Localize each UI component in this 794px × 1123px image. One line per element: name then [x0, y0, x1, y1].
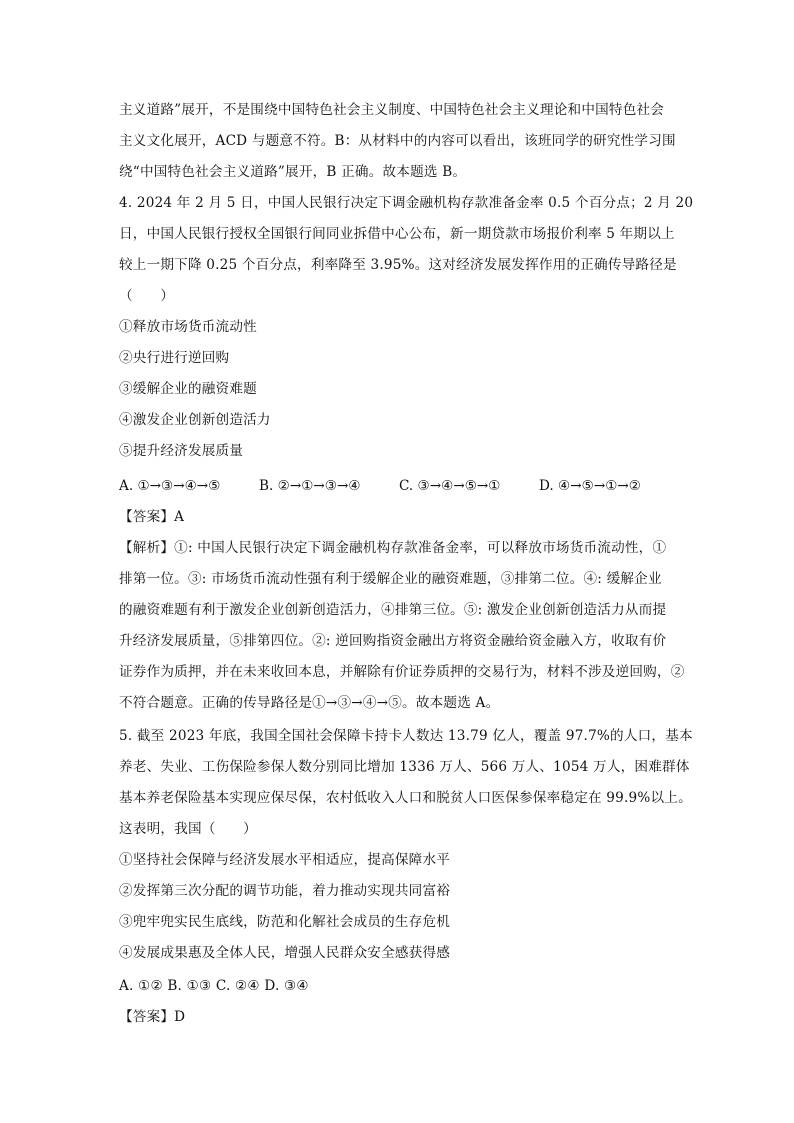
- statement-item: ③缓解企业的融资难题: [119, 381, 257, 397]
- question-5-stem: 5. 截至 2023 年底，我国全国社会保障卡持卡人数达 13.79 亿人，覆盖 97.7%的人口，基本: [119, 728, 693, 744]
- text-line: 绕“中国特色社会主义道路”展开，B 正确。故本题选 B。: [119, 164, 467, 180]
- question-4-stem: 较上一期下降 0.25 个百分点，利率降至 3.95%。这对经济发展发挥作用的正确传导路径是: [119, 257, 677, 273]
- statement-item: ③兜牢兜实民生底线，防范和化解社会成员的生存危机: [119, 914, 451, 930]
- analysis-line: 的融资难题有利于激发企业创新创造活力，④排第三位。⑤: 激发企业创新创造活力从而提: [119, 602, 667, 618]
- statement-item: ①释放市场货币流动性: [119, 319, 257, 335]
- answer-label: 【答案】A: [119, 509, 185, 525]
- statement-item: ②发挥第三次分配的调节功能，着力推动实现共同富裕: [119, 883, 451, 899]
- question-5-stem: 养老、失业、工伤保险参保人数分别同比增加 1336 万人、566 万人、1054 万人，困难群体: [119, 759, 690, 775]
- statement-item: ④发展成果惠及全体人民，增强人民群众安全感获得感: [119, 945, 451, 961]
- analysis-line: 升经济发展质量，⑤排第四位。②: 逆回购指资金融出方将资金融给资金融入方，收取有价: [119, 633, 667, 649]
- question-5-stem: 这表明，我国（ ）: [119, 821, 257, 837]
- text-line: 主义文化展开，ACD 与题意不符。B：从材料中的内容可以看出，该班同学的研究性学习围: [119, 133, 676, 149]
- analysis-line: 排第一位。③: 市场货币流动性强有利于缓解企业的融资难题，③排第二位。④: 缓解企业: [119, 571, 662, 587]
- question-5-options: A. ①② B. ①③ C. ②④ D. ③④: [119, 978, 309, 994]
- option-d: D. ④→⑤→①→②: [539, 478, 641, 494]
- statement-item: ②央行进行逆回购: [119, 350, 230, 366]
- analysis-line: 【解析】①: 中国人民银行决定下调金融机构存款准备金率，可以释放市场货币流动性，①: [119, 540, 667, 556]
- analysis-line: 证券作为质押，并在未来收回本息，并解除有价证券质押的交易行为，材料不涉及逆回购，②: [119, 664, 685, 680]
- question-4-stem: 4. 2024 年 2 月 5 日，中国人民银行决定下调金融机构存款准备金率 0.5 个百分点；2 月 20: [119, 195, 694, 211]
- statement-item: ⑤提升经济发展质量: [119, 443, 244, 459]
- option-c: C. ③→④→⑤→①: [399, 478, 501, 494]
- statement-item: ④激发企业创新创造活力: [119, 412, 271, 428]
- option-b: B. ②→①→③→④: [259, 478, 361, 494]
- analysis-line: 不符合题意。正确的传导路径是①→③→④→⑤。故本题选 A。: [119, 695, 500, 711]
- question-4-options: [119, 476, 641, 496]
- question-4-stem: 日，中国人民银行授权全国银行间同业拆借中心公布，新一期贷款市场报价利率 5 年期以上: [119, 226, 675, 242]
- option-a: A. ①→③→④→⑤: [119, 478, 221, 494]
- answer-label: 【答案】D: [119, 1009, 186, 1025]
- text-line: 主义道路”展开，不是围绕中国特色社会主义制度、中国特色社会主义理论和中国特色社会: [119, 102, 665, 118]
- question-5-stem: 基本养老保险基本实现应保尽保，农村低收入人口和脱贫人口医保参保率稳定在 99.9%以上。: [119, 790, 692, 806]
- statement-item: ①坚持社会保障与经济发展水平相适应，提高保障水平: [119, 852, 451, 868]
- answer-blank: （ ）: [119, 288, 175, 304]
